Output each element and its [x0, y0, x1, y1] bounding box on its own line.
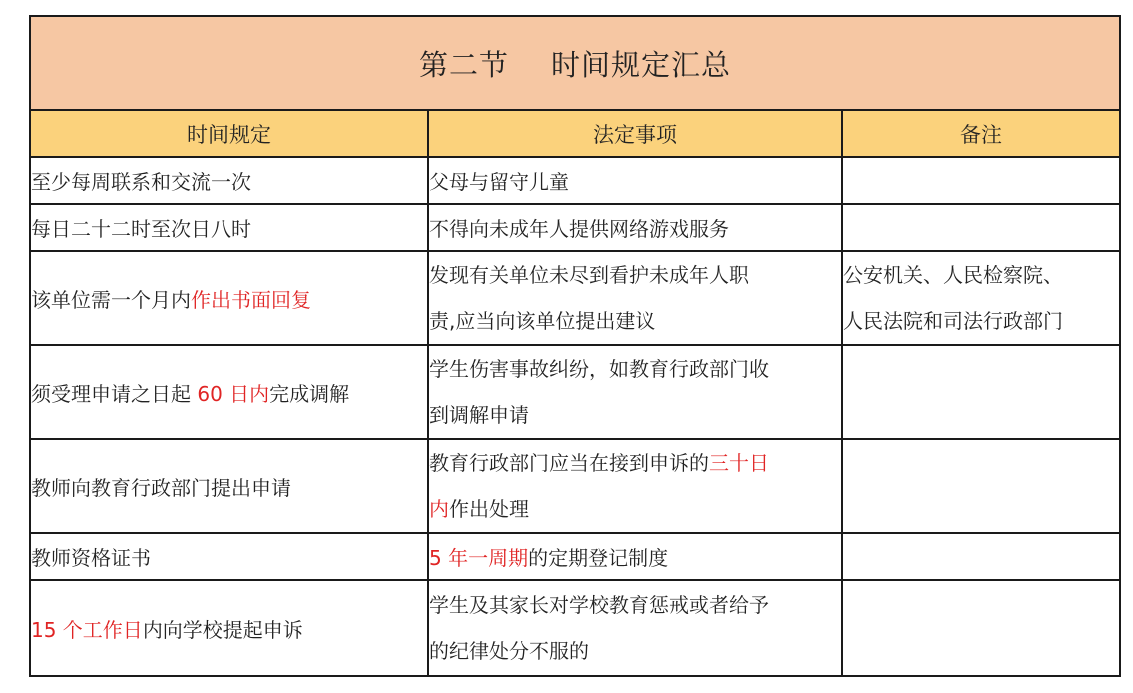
remark-line-2: 人民法院和司法行政部门 — [843, 309, 1063, 333]
legal-matter-cell — [428, 580, 842, 676]
time-rule-cell — [30, 251, 428, 345]
header-remark: 备注 — [842, 110, 1120, 157]
remark-cell — [842, 533, 1120, 580]
time-rule-cell — [30, 580, 428, 676]
table-row — [30, 580, 1120, 676]
matter-highlight: 内 — [429, 497, 449, 521]
remark-cell — [842, 439, 1120, 533]
matter-line-1: 发现有关单位未尽到看护未成年人职 — [429, 263, 749, 287]
header-time-rule: 时间规定 — [30, 110, 428, 157]
matter-text: 的定期登记制度 — [528, 546, 669, 570]
section-name: 时间规定汇总 — [551, 47, 732, 82]
remark-line-1: 公安机关、人民检察院、 — [843, 263, 1063, 287]
section-number: 第二节 — [418, 47, 509, 82]
legal-matter-cell — [428, 345, 842, 439]
rule-text-post: 完成调解 — [269, 381, 350, 406]
header-legal-matter: 法定事项 — [428, 110, 842, 157]
remark-cell — [842, 580, 1120, 676]
rule-highlight: 60 日内 — [197, 381, 270, 406]
rule-text-post: 内向学校提起申诉 — [142, 617, 303, 642]
matter-line-2: 到调解申请 — [429, 403, 529, 427]
matter-line-1 — [429, 440, 841, 486]
legal-matter-cell — [428, 251, 842, 345]
remark-cell — [842, 204, 1120, 251]
matter-line-2 — [429, 486, 841, 532]
time-rules-table — [29, 15, 1121, 677]
matter-text: 作出处理 — [449, 497, 529, 521]
time-rule-cell — [30, 345, 428, 439]
table-title — [30, 16, 1120, 110]
legal-matter-cell: 父母与留守儿童 — [428, 157, 842, 204]
rule-text: 须受理申请之日起 — [31, 381, 198, 406]
header-row — [30, 110, 1120, 157]
matter-line-1: 学生伤害事故纠纷，如教育行政部门收 — [429, 357, 769, 381]
time-rule-cell: 至少每周联系和交流一次 — [30, 157, 428, 204]
table-row — [30, 439, 1120, 533]
time-rule-cell: 每日二十二时至次日八时 — [30, 204, 428, 251]
legal-matter-cell: 不得向未成年人提供网络游戏服务 — [428, 204, 842, 251]
matter-line-2: 责,应当向该单位提出建议 — [429, 309, 656, 333]
matter-text: 教育行政部门应当在接到申诉的 — [429, 451, 709, 475]
remark-cell — [842, 157, 1120, 204]
remark-cell — [842, 345, 1120, 439]
table-row — [30, 157, 1120, 204]
table-row — [30, 533, 1120, 580]
time-rule-cell: 教师向教育行政部门提出申请 — [30, 439, 428, 533]
time-rule-cell: 教师资格证书 — [30, 533, 428, 580]
remark-cell — [842, 251, 1120, 345]
table-row — [30, 345, 1120, 439]
matter-highlight: 三十日 — [709, 451, 769, 475]
matter-line-1: 学生及其家长对学校教育惩戒或者给予 — [429, 593, 769, 617]
rule-text: 该单位需一个月内 — [31, 287, 191, 312]
rule-highlight: 15 个工作日 — [31, 617, 143, 642]
rule-highlight: 作出书面回复 — [191, 287, 311, 312]
matter-highlight: 5 年一周期 — [429, 546, 529, 570]
legal-matter-cell — [428, 533, 842, 580]
table-row — [30, 251, 1120, 345]
legal-matter-cell — [428, 439, 842, 533]
table-row — [30, 204, 1120, 251]
matter-line-2: 的纪律处分不服的 — [429, 639, 589, 663]
